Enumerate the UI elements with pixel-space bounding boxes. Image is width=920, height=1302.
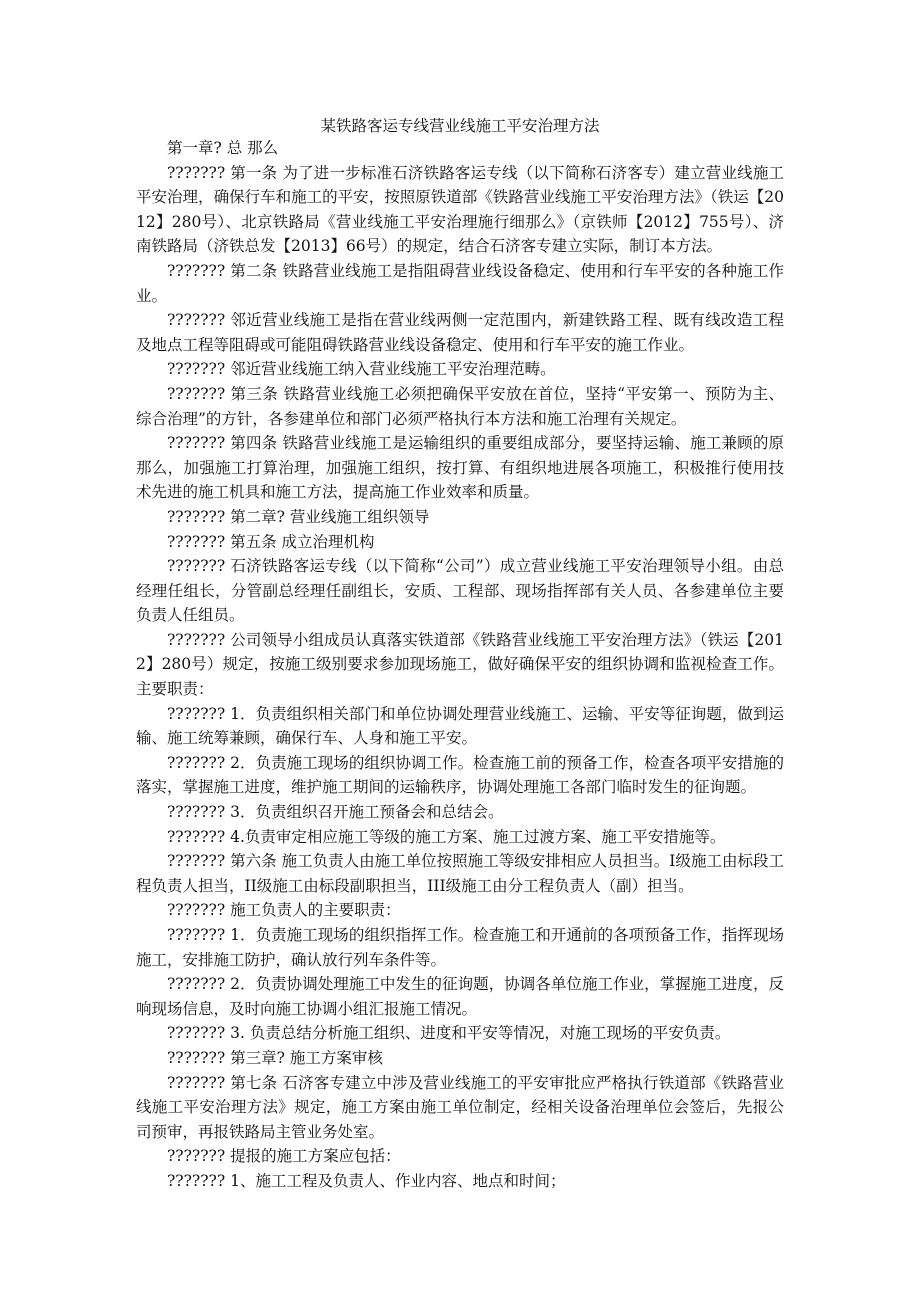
paragraph: ??????? 邻近营业线施工是指在营业线两侧一定范围内，新建铁路工程、既有线改造工程及地点工程等阻碍或可能阻碍铁路营业线设备稳定、使用和行车平安的施工作业。 <box>136 311 784 354</box>
paragraph: ??????? 公司领导小组成员认真落实铁道部《铁路营业线施工平安治理方法》（铁运【2012】280号）规定，按施工级别要求参加现场施工，做好确保平安的组织协调和监视检查工作。主要职责： <box>136 630 784 699</box>
paragraph: ??????? 施工负责人的主要职责： <box>167 901 401 920</box>
paragraph: ??????? 第五条 成立治理机构 <box>167 532 375 551</box>
paragraph: ??????? 4.负责审定相应施工等级的施工方案、施工过渡方案、施工平安措施等。 <box>167 827 726 846</box>
paragraph: ??????? 1、施工工程及负责人、作业内容、地点和时间； <box>167 1171 566 1190</box>
paragraph: ??????? 第七条 石济客专建立中涉及营业线施工的平安审批应严格执行铁道部《铁路营业线施工平安治理方法》规定，施工方案由施工单位制定，经相关设备治理单位会签后，先报公司预审，再报铁路局主管业务处室。 <box>136 1073 784 1141</box>
document-title: 某铁路客运专线营业线施工平安治理方法 <box>320 117 600 135</box>
paragraph: ??????? 1．负责组织相关部门和单位协调处理营业线施工、运输、平安等征询题，做到运输、施工统筹兼顾，确保行车、人身和施工平安。 <box>136 704 784 748</box>
paragraph: ??????? 第三条 铁路营业线施工必须把确保平安放在首位，坚持“平安第一、预防为主、综合治理”的方针，各参建单位和部门必须严格执行本方法和施工治理有关规定。 <box>136 384 784 428</box>
paragraph: ??????? 1．负责施工现场的组织指挥工作。检查施工和开通前的各项预备工作，指挥现场施工，安排施工防护，确认放行列车条件等。 <box>136 926 784 969</box>
paragraph: ??????? 3. 负责总结分析施工组织、进度和平安等情况，对施工现场的平安负责。 <box>167 1024 731 1043</box>
document-body <box>136 136 784 1194</box>
paragraph: ??????? 第二条 铁路营业线施工是指阻碍营业线设备稳定、使用和行车平安的各种施工作业。 <box>136 261 784 305</box>
paragraph: 第一章? 总 那么 <box>167 139 279 157</box>
paragraph: ??????? 2．负责协调处理施工中发生的征询题，协调各单位施工作业，掌握施工进度，反响现场信息，及时向施工协调小组汇报施工情况。 <box>136 975 784 1018</box>
chapter-heading: ??????? 第二章? 营业线施工组织领导 <box>167 507 430 526</box>
paragraph: ??????? 邻近营业线施工纳入营业线施工平安治理范畴。 <box>167 360 556 379</box>
paragraph: ??????? 第四条 铁路营业线施工是运输组织的重要组成部分，要坚持运输、施工兼顾的原那么，加强施工打算治理，加强施工组织，按打算、有组织地进展各项施工，积极推行使用技术先进的施工机具和施工方法，提高施工作业效率和质量。 <box>136 434 784 502</box>
paragraph: ??????? 2．负责施工现场的组织协调工作。检查施工前的预备工作，检查各项平安措施的落实，掌握施工进度，维护施工期间的运输秩序，协调处理施工各部门临时发生的征询题。 <box>136 753 784 797</box>
chapter-heading: ??????? 第三章? 施工方案审核 <box>167 1048 383 1067</box>
paragraph: ??????? 提报的施工方案应包括： <box>167 1147 401 1166</box>
paragraph: ??????? 石济铁路客运专线（以下简称“公司”）成立营业线施工平安治理领导小组。由总经理任组长，分管副总经理任副组长，安质、工程部、现场指挥部有关人员、各参建单位主要负责人任组员。 <box>136 557 784 625</box>
paragraph: ??????? 第六条 施工负责人由施工单位按照施工等级安排相应人员担当。I级施工由标段工程负责人担当，II级施工由标段副职担当，III级施工由分工程负责人（副）担当。 <box>136 852 784 895</box>
paragraph: ??????? 第一条 为了进一步标准石济铁路客运专线（以下简称石济客专）建立营业线施工平安治理，确保行车和施工的平安，按照原铁道部《铁路营业线施工平安治理方法》（铁运【2012】280号）、北京铁路局《营业线施工平安治理施行细那么》（京铁师【2012】755号）、济南铁路局（济铁总发【2013】66号）的规定，结合石济客专建立实际，制订本方法。 <box>136 163 784 256</box>
paragraph: ??????? 3．负责组织召开施工预备会和总结会。 <box>167 803 504 822</box>
